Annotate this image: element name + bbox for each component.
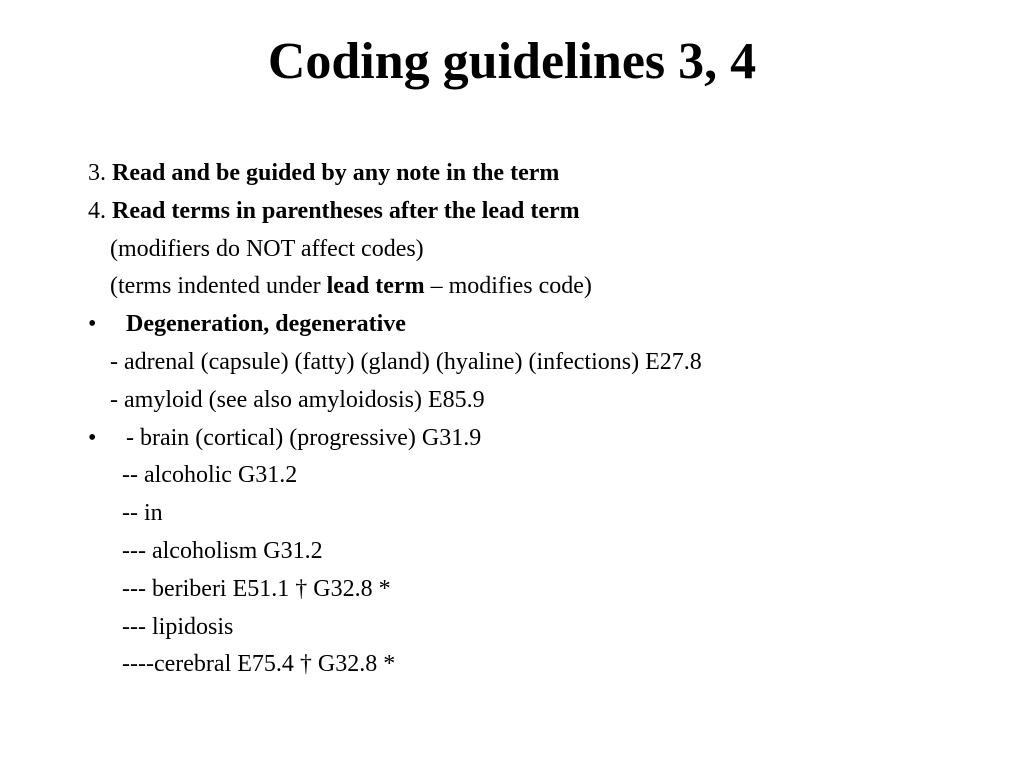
entry-alcoholic-text: -- alcoholic G31.2 (122, 462, 298, 489)
guideline-3-line (88, 155, 988, 193)
degeneration-term: Degeneration, degenerative (126, 311, 406, 338)
indented-terms-pre: (terms indented under (110, 273, 327, 300)
guideline-3-text: Read and be guided by any note in the term (112, 160, 560, 186)
bullet-degeneration (88, 306, 988, 344)
indented-terms-lead-term: lead term (326, 273, 425, 300)
entry-alcoholism-text: --- alcoholism G31.2 (122, 537, 323, 564)
guideline-list (88, 155, 988, 684)
entry-lipidosis-text: --- lipidosis (122, 613, 234, 640)
modifiers-note (88, 231, 988, 269)
indented-terms-post: – modifies code) (424, 273, 592, 300)
entry-cerebral-text: ----cerebral E75.4 † G32.8 * (122, 651, 396, 678)
entry-alcoholic (88, 457, 988, 495)
entry-amyloid-text: - amyloid (see also amyloidosis) E85.9 (110, 386, 485, 413)
entry-adrenal-text: - adrenal (capsule) (fatty) (gland) (hyaline) (infections) E27.8 (110, 348, 702, 375)
bullet-icon: • (88, 424, 97, 451)
entry-alcoholism (88, 533, 988, 571)
entry-beriberi (88, 571, 988, 609)
entry-cerebral (88, 646, 988, 684)
modifiers-note-text: (modifiers do NOT affect codes) (110, 235, 424, 262)
entry-amyloid (88, 382, 988, 420)
guideline-4-text: Read terms in parentheses after the lead term (112, 197, 580, 224)
entry-in-text: -- in (122, 500, 163, 527)
entry-lipidosis (88, 609, 988, 647)
guideline-4-line (88, 193, 988, 231)
bullet-brain (88, 420, 988, 458)
guideline-4-number: 4. (88, 197, 106, 224)
slide-title: Coding guidelines 3, 4 (267, 33, 757, 90)
bullet-icon: • (88, 311, 97, 338)
entry-adrenal (88, 344, 988, 382)
entry-in (88, 495, 988, 533)
indented-terms-note (88, 268, 988, 306)
entry-beriberi-text: --- beriberi E51.1 † G32.8 * (122, 575, 391, 602)
entry-brain-text: - brain (cortical) (progressive) G31.9 (126, 424, 482, 451)
guideline-3-number: 3. (88, 160, 106, 186)
